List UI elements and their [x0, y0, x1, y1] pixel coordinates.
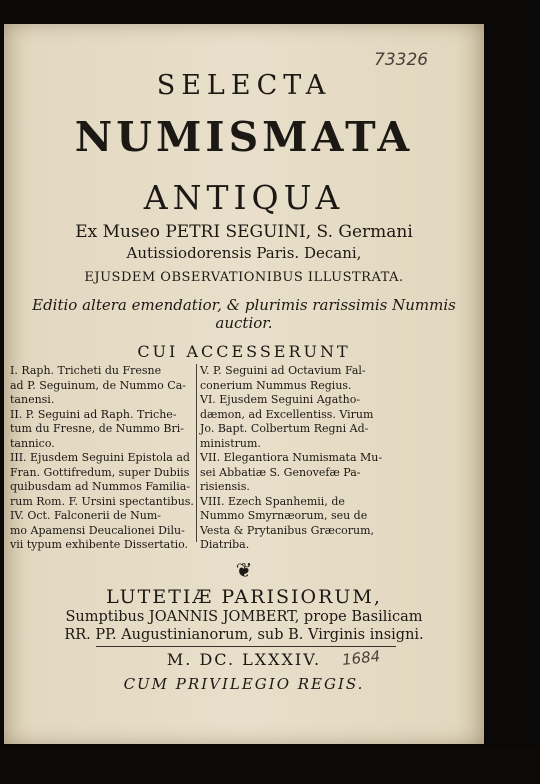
subtitle-line-1: Ex Museo PETRI SEGUINI, S. Germani [75, 222, 413, 242]
title-line-3: ANTIQUA [143, 178, 345, 217]
contents-line: ad P. Seguinum, de Nummo Ca- [10, 378, 186, 392]
privilege-line: CUM PRIVILEGIO REGIS. [123, 675, 365, 693]
contents-line: mo Apamensi Deucalionei Dilu- [10, 523, 185, 537]
shelfmark-annotation: 73326 [374, 50, 429, 70]
title-page [4, 24, 484, 744]
accesserunt-heading: CUI ACCESSERUNT [137, 342, 351, 361]
contents-line: Nummo Smyrnæorum, seu de [200, 509, 368, 522]
contents-line: tannico. [10, 436, 55, 450]
contents-line: IV. Oct. Falconerii de Num- [10, 509, 161, 522]
contents-line: Vesta & Prytanibus Græcorum, [200, 523, 375, 537]
contents-line: I. Raph. Tricheti du Fresne [10, 364, 162, 377]
column-divider [196, 364, 197, 542]
contents-line: rum Rom. F. Ursini spectantibus. [10, 494, 194, 508]
printers-ornament-icon: ❦ [235, 558, 253, 582]
page-bottom-shadow [0, 748, 540, 784]
edition-note-line-2: auctior. [215, 314, 273, 332]
subtitle-line-3: EJUSDEM OBSERVATIONIBUS ILLUSTRATA. [84, 270, 404, 285]
imprint-rule [96, 646, 396, 647]
edition-note-line-1: Editio altera emendatior, & plurimis rarissimis Nummis [32, 296, 456, 314]
contents-right-column [200, 364, 390, 553]
imprint-publisher: Sumptibus JOANNIS JOMBERT, prope Basilicam [65, 609, 423, 625]
contents-line: V. P. Seguini ad Octavium Fal- [200, 364, 366, 377]
year-annotation: 1684 [341, 647, 382, 669]
contents-line: VII. Elegantiora Numismata Mu- [200, 451, 383, 464]
contents-line: risiensis. [200, 480, 250, 493]
contents-left-column [10, 364, 196, 553]
contents-line: sei Abbatiæ S. Genovefæ Pa- [200, 465, 361, 479]
contents-line: Jo. Bapt. Colbertum Regni Ad- [200, 422, 369, 435]
imprint-address: RR. PP. Augustinianorum, sub B. Virginis insigni. [64, 627, 424, 643]
contents-line: tanensi. [10, 393, 55, 406]
contents-line: VIII. Ezech Spanhemii, de [200, 494, 345, 508]
contents-line: conerium Nummus Regius. [200, 378, 352, 392]
contents-line: II. P. Seguini ad Raph. Triche- [10, 407, 177, 421]
subtitle-line-2: Autissiodorensis Paris. Decani, [126, 244, 362, 262]
contents-line: VI. Ejusdem Seguini Agatho- [200, 393, 361, 406]
contents-line: vii typum exhibente Dissertatio. [10, 538, 189, 551]
imprint-city: LUTETIÆ PARISIORUM, [106, 586, 382, 608]
contents-line: III. Ejusdem Seguini Epistola ad [10, 451, 190, 464]
imprint-year: M. DC. LXXXIV. [166, 650, 322, 669]
title-line-1: SELECTA [156, 70, 332, 101]
contents-line: Diatriba. [200, 538, 250, 551]
contents-line: ministrum. [200, 436, 261, 450]
contents-line: tum du Fresne, de Nummo Bri- [10, 422, 185, 435]
contents-line: Fran. Gottifredum, super Dubiis [10, 465, 190, 479]
contents-line: dæmon, ad Excellentiss. Virum [200, 407, 374, 421]
contents-line: quibusdam ad Nummos Familia- [10, 480, 191, 493]
title-line-2: NUMISMATA [74, 113, 414, 161]
